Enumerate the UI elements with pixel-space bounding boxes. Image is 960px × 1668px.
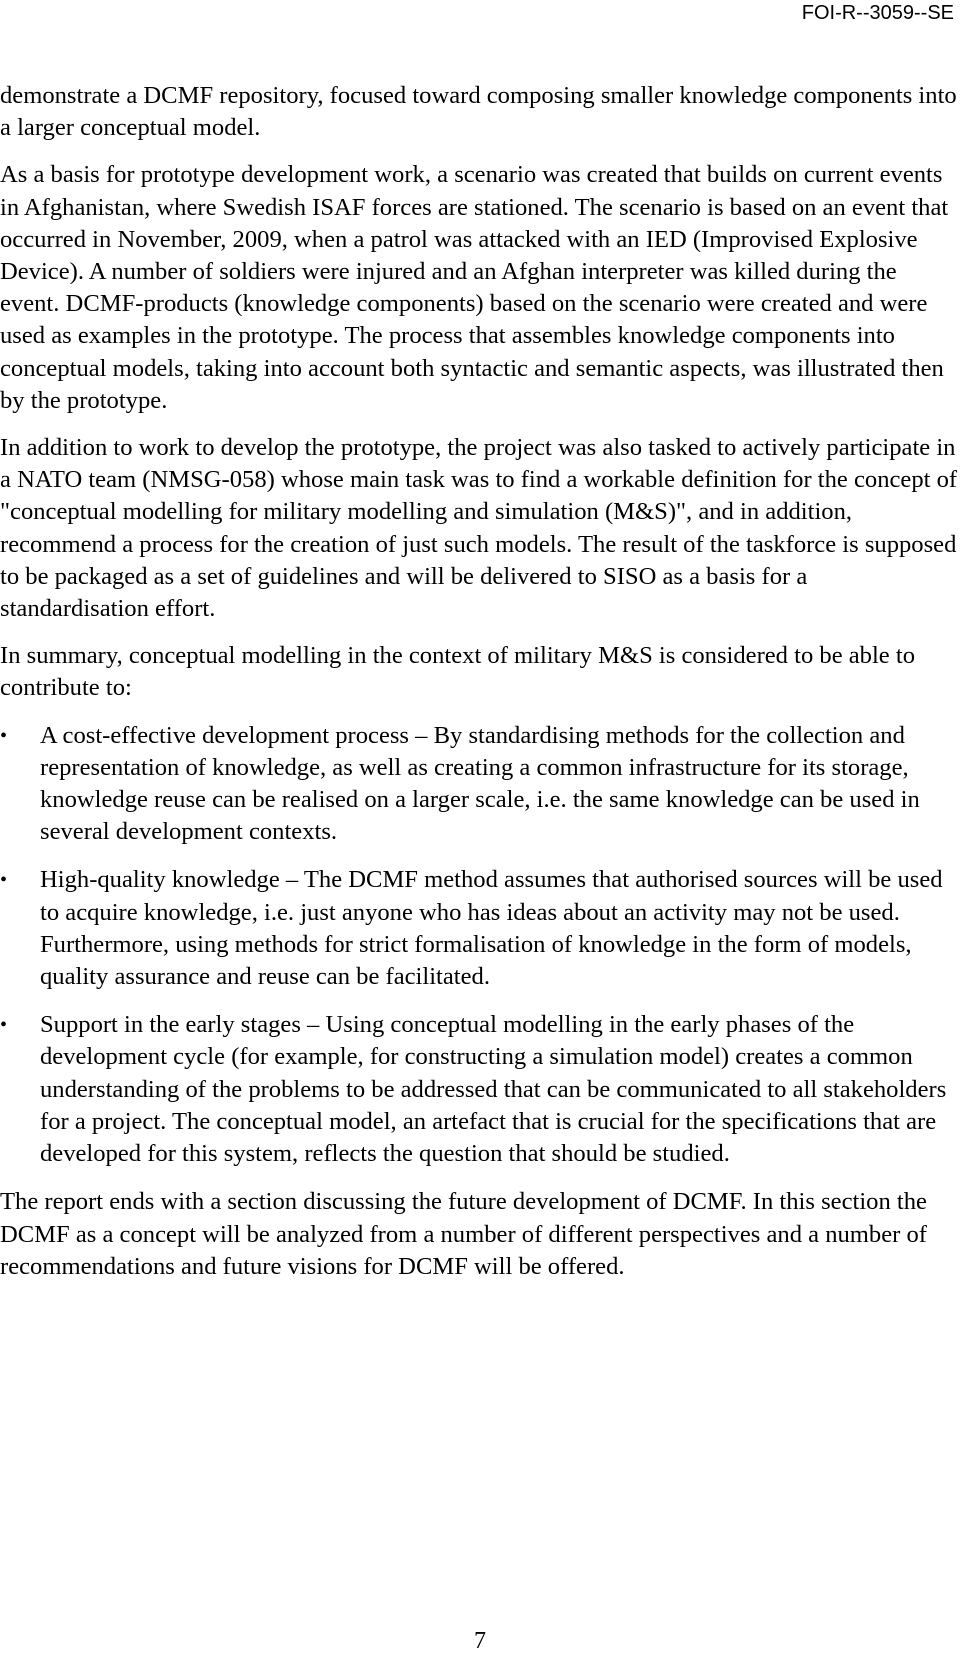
bullet-icon: •: [0, 1014, 8, 1037]
paragraph: In summary, conceptual modelling in the context of military M&S is considered to be able to contribute to:: [0, 642, 915, 702]
list-item-text: High-quality knowledge – The DCMF method assumes that authorised sources will be used to acquire knowledge, i.e. just anyone who has ideas about an activity may not be used. Furthermore, using methods for strict formalisation of knowledge in the form of models, quality assurance and reuse can be facilitated.: [40, 866, 943, 991]
page-number: 7: [474, 1628, 486, 1654]
paragraph: demonstrate a DCMF repository, focused toward composing smaller knowledge components into a larger conceptual model.: [0, 82, 957, 142]
paragraph: In addition to work to develop the prototype, the project was also tasked to actively participate in a NATO team (NMSG-058) whose main task was to find a workable definition for the concept of "conceptual modelling for military modelling and simulation (M&S)", and in addition, recommend a process for the creation of just such models. The result of the taskforce is supposed to be packaged as a set of guidelines and will be delivered to SISO as a basis for a standardisation effort.: [0, 434, 958, 623]
paragraph: As a basis for prototype development work, a scenario was created that builds on current events in Afghanistan, where Swedish ISAF forces are stationed. The scenario is based on an event that occurred in November, 2009, when a patrol was attacked with an IED (Improvised Explosive Device). A number of soldiers were injured and an Afghan interpreter was killed during the event. DCMF-products (knowledge components) based on the scenario were created and were used as examples in the prototype. The process that assembles knowledge components into conceptual models, taking into account both syntactic and semantic aspects, was illustrated then by the prototype.: [0, 161, 949, 414]
list-item: [0, 1009, 958, 1170]
list-item: [0, 720, 958, 849]
bullet-list: [0, 720, 958, 1171]
list-item: [0, 864, 958, 993]
document-body: [0, 80, 958, 1298]
closing-paragraph: The report ends with a section discussing the future development of DCMF. In this section the DCMF as a concept will be analyzed from a number of different perspectives and a number of recommendations and future visions for DCMF will be offered.: [0, 1188, 927, 1280]
report-id-header: FOI-R--3059--SE: [801, 2, 954, 24]
bullet-icon: •: [0, 724, 8, 747]
list-item-text: A cost-effective development process – By standardising methods for the collection and representation of knowledge, as well as creating a common infrastructure for its storage, knowledge reuse can be realised on a larger scale, i.e. the same knowledge can be used in several development contexts.: [40, 721, 920, 846]
bullet-icon: •: [0, 869, 8, 892]
list-item-text: Support in the early stages – Using conceptual modelling in the early phases of the development cycle (for example, for constructing a simulation model) creates a common understanding of the problems to be addressed that can be communicated to all stakeholders for a project. The conceptual model, an artefact that is crucial for the specifications that are developed for this system, reflects the question that should be studied.: [40, 1011, 947, 1168]
